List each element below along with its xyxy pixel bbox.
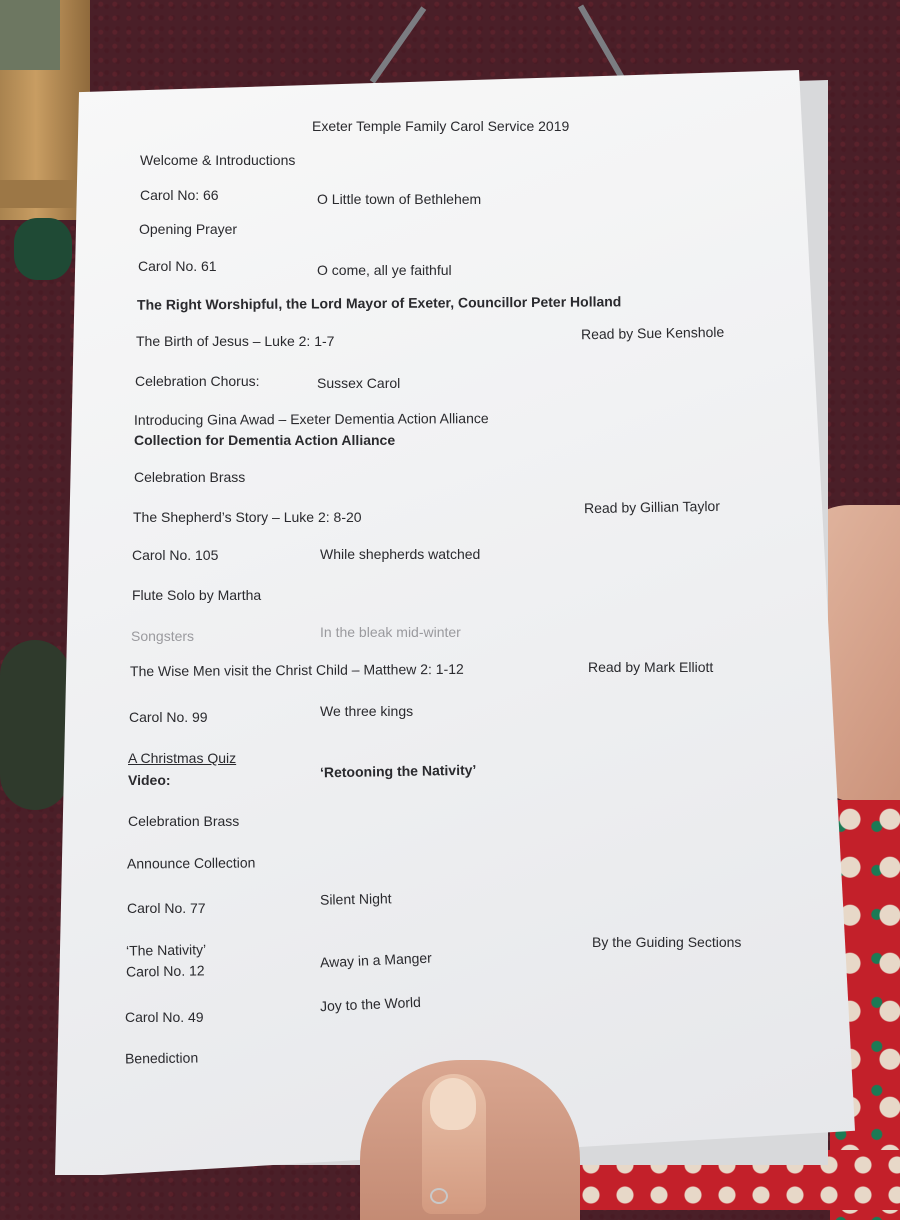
item-label: Introducing Gina Awad – Exeter Dementia Action Alliance bbox=[133, 410, 489, 428]
item-label: Video: bbox=[128, 772, 171, 788]
item-label: The Shepherd’s Story – Luke 2: 8-20 bbox=[133, 509, 362, 525]
thumbnail bbox=[430, 1078, 476, 1130]
item-label: Flute Solo by Martha bbox=[132, 587, 262, 603]
item-label: Carol No: 66 bbox=[140, 187, 219, 203]
item-detail: Away in a Manger bbox=[319, 949, 433, 971]
item-reader: By the Guiding Sections bbox=[592, 934, 742, 950]
item-label: Carol No. 49 bbox=[125, 1009, 204, 1025]
item-detail: We three kings bbox=[320, 703, 414, 719]
item-label: Carol No. 77 bbox=[127, 900, 206, 916]
item-label: Benediction bbox=[124, 1049, 199, 1067]
item-label: ‘The Nativity’ bbox=[125, 941, 207, 959]
item-detail: While shepherds watched bbox=[320, 546, 481, 562]
item-label: Welcome & Introductions bbox=[140, 152, 296, 168]
item-label: Carol No. 99 bbox=[129, 709, 208, 725]
programme-title: Exeter Temple Family Carol Service 2019 bbox=[312, 118, 570, 134]
item-label: Celebration Brass bbox=[134, 469, 246, 485]
item-label: The Wise Men visit the Christ Child – Matthew 2: 1-12 bbox=[129, 660, 464, 680]
item-label: Celebration Chorus: bbox=[135, 373, 260, 389]
item-detail: O Little town of Bethlehem bbox=[317, 191, 482, 207]
item-label: A Christmas Quiz bbox=[128, 750, 237, 766]
chair-cushion bbox=[0, 0, 60, 70]
green-object bbox=[14, 218, 72, 280]
item-label: Opening Prayer bbox=[139, 221, 238, 237]
item-detail: In the bleak mid-winter bbox=[320, 624, 461, 640]
item-reader: Read by Gillian Taylor bbox=[583, 497, 721, 517]
item-label: Carol No. 105 bbox=[132, 547, 219, 563]
item-label: Announce Collection bbox=[126, 854, 256, 872]
item-label: Songsters bbox=[131, 628, 195, 644]
stand-leg bbox=[578, 5, 628, 86]
item-label: Carol No. 61 bbox=[138, 258, 217, 274]
item-label: Celebration Brass bbox=[128, 813, 240, 829]
item-detail: ‘Retooning the Nativity’ bbox=[319, 761, 477, 781]
ring bbox=[430, 1188, 448, 1204]
item-detail: Sussex Carol bbox=[317, 375, 401, 391]
item-label: Carol No. 12 bbox=[125, 962, 205, 980]
item-detail: O come, all ye faithful bbox=[317, 262, 452, 278]
item-detail: Silent Night bbox=[319, 890, 392, 908]
shoe bbox=[0, 640, 70, 810]
item-label: Collection for Dementia Action Alliance bbox=[134, 432, 396, 448]
chair-rail bbox=[0, 180, 85, 208]
item-reader: Read by Sue Kenshole bbox=[580, 323, 725, 343]
item-label: The Right Worshipful, the Lord Mayor of Exeter, Councillor Peter Holland bbox=[136, 293, 622, 313]
stand-leg bbox=[370, 6, 427, 83]
item-label: The Birth of Jesus – Luke 2: 1-7 bbox=[136, 333, 335, 349]
item-detail: Joy to the World bbox=[319, 993, 422, 1015]
item-reader: Read by Mark Elliott bbox=[588, 659, 714, 675]
